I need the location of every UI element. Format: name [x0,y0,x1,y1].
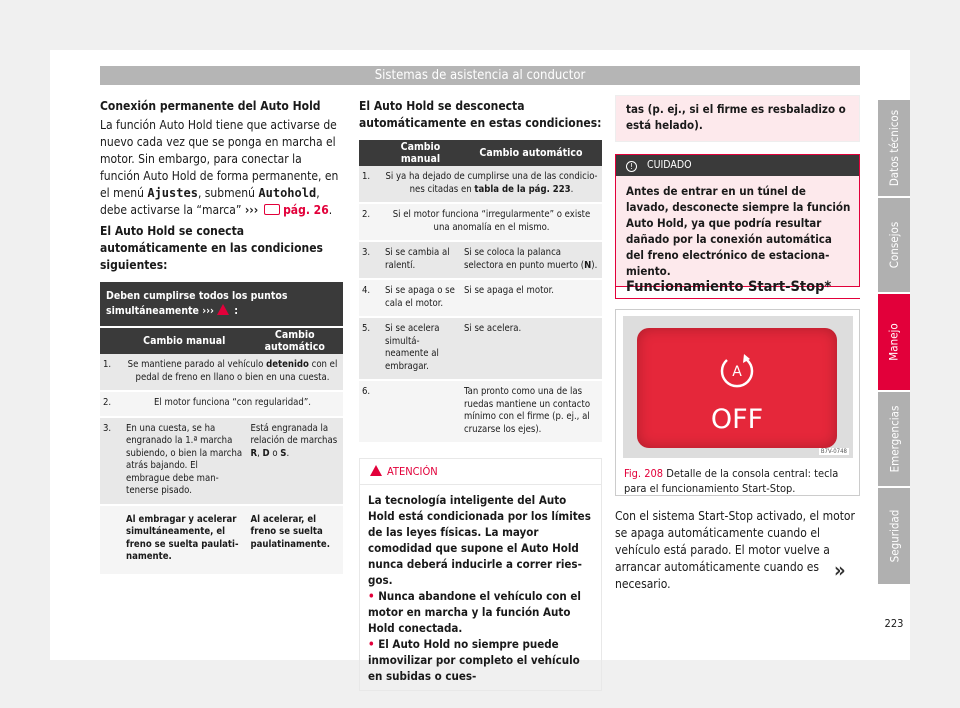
warning-box [359,458,602,691]
heading-auto-disconnect: El Auto Hold se desconecta automáticamente en estas condiciones: [359,99,602,130]
column-2 [359,98,602,691]
table-row: 4. Si se apaga o se cala el motor. Si se apaga el motor. [359,279,602,317]
info-circle-icon: ! [626,161,637,172]
start-stop-off-icon [637,328,837,448]
table-header-manual: Cambio manual [122,328,246,354]
table-row: Al embragar y acelerar simultáneamente, el freno se suelta paulatinamente. Al acelerar, el freno se suelta paulatinamente. [100,505,343,575]
heading-permanent-auto-hold: Conexión permanente del Auto Hold [100,99,321,113]
warning-bullet-2: • El Auto Hold no siempre puede inmovilizar por completo el vehículo en subidas o cues- [368,637,580,683]
reference-arrows: ››› [244,203,259,217]
bullet-icon: • [368,589,379,603]
warning-text: La tecnología inteligente del Auto Hold está condicionada por los límites de las leyes físicas. La mayor comodidad que supone el Auto Hold nunca deberá inducirle a correr riesgos. [368,493,591,587]
continue-arrow-icon: » [834,558,846,582]
table-auto-disconnect [359,140,602,444]
warning-title: ATENCIÓN [387,465,438,478]
table-auto-connect [100,328,343,576]
table-header-auto: Cambio automático [460,140,602,166]
table-header-num [100,328,122,354]
column-1 [100,98,343,576]
submenu-autohold: Autohold [258,186,317,200]
figure-208 [615,309,860,496]
table-row: 3. En una cuesta, se ha engranado la 1.ª marcha subiendo, o bien la marcha atrás bajando. El embrague debe mantenerse pisado. Está engranada la relación de marchas R, D o S. [100,417,343,505]
table-header-auto: Cambio automático [246,328,343,354]
section-divider [615,298,860,299]
table-header-num [359,140,381,166]
warning-triangle-icon [370,465,382,476]
tab-datos-tecnicos[interactable]: Datos técnicos [878,100,910,196]
caution-text: Antes de entrar en un túnel de lavado, desconecte siempre la función Auto Hold, ya que podría resultar dañado por la conexión automática del freno electrónico de estacionamiento. [616,176,859,286]
warning-triangle-icon [217,304,229,315]
column-3 [615,98,860,287]
table-row: 2. El motor funciona “con regularidad”. [100,391,343,417]
section-title-start-stop: Funcionamiento Start-Stop* [615,277,860,299]
table-row: 5. Si se acelera simultáneamente al embragar. Si se acelera. [359,317,602,380]
table-row: 1. Si ya ha dejado de cumplirse una de las condiciones citadas en tabla de la pág. 223. [359,166,602,203]
chapter-header: Sistemas de asistencia al conductor [100,66,860,85]
tab-consejos[interactable]: Consejos [878,198,910,292]
figure-caption: Fig. 208 Detalle de la consola central: tecla para el funcionamiento Start-Stop. [624,467,839,495]
paragraph-permanent-auto-hold: La función Auto Hold tiene que activarse de nuevo cada vez que se ponga en marcha el motor. Sin embargo, para conectar la función Auto Hold de forma permanente, en el menú Ajustes, submenú Autohold, debe activarse la “marca” ››› pág. 26. [100,118,339,217]
book-reference-icon [264,204,280,215]
page-number: 223 [884,617,904,630]
svg-text:A: A [732,364,742,380]
start-stop-body: Con el sistema Start-Stop activado, el motor se apaga automáticamente cuando el vehículo está parado. El motor vuelve a arrancar automáticamente cuando es necesario. [615,509,855,591]
table-1-title: Deben cumplirse todos los puntos simultáneamente ››› : [100,282,343,326]
figure-code: B7V-0748 [820,448,847,455]
tab-emergencias[interactable]: Emergencias [878,392,910,486]
caution-title: CUIDADO [647,159,692,171]
table-row: 2. Si el motor funciona “irregularmente” o existe una anomalía en el mismo. [359,203,602,241]
caution-box [615,154,860,287]
table-row: 1. Se mantiene parado al vehículo detenido con el pedal de freno en llano o bien en una cuesta. [100,354,343,391]
figure-image [623,316,853,458]
table-row: 3. Si se cambia al ralentí. Si se coloca la palanca selectora en punto muerto (N). [359,241,602,279]
start-stop-button-image [637,328,837,448]
warning-bullet-1: • Nunca abandone el vehículo con el motor en marcha y la función Auto Hold conectada. [368,589,581,635]
off-label: OFF [710,404,764,435]
heading-auto-connect: El Auto Hold se conecta automáticamente en las condiciones siguientes: [100,224,323,272]
menu-ajustes: Ajustes [147,186,198,200]
tab-seguridad[interactable]: Seguridad [878,488,910,584]
page-reference-link[interactable]: pág. 26 [283,203,329,217]
bullet-icon: • [368,637,379,651]
tab-manejo[interactable]: Manejo [878,294,910,390]
table-header-manual: Cambio manual [381,140,460,166]
warning-continued: tas (p. ej., si el firme es resbaladizo o está helado). [615,95,860,142]
table-row: 6. Tan pronto como una de las ruedas mantiene un contacto mínimo con el firme (p. ej., al cruzarse los ejes). [359,380,602,443]
